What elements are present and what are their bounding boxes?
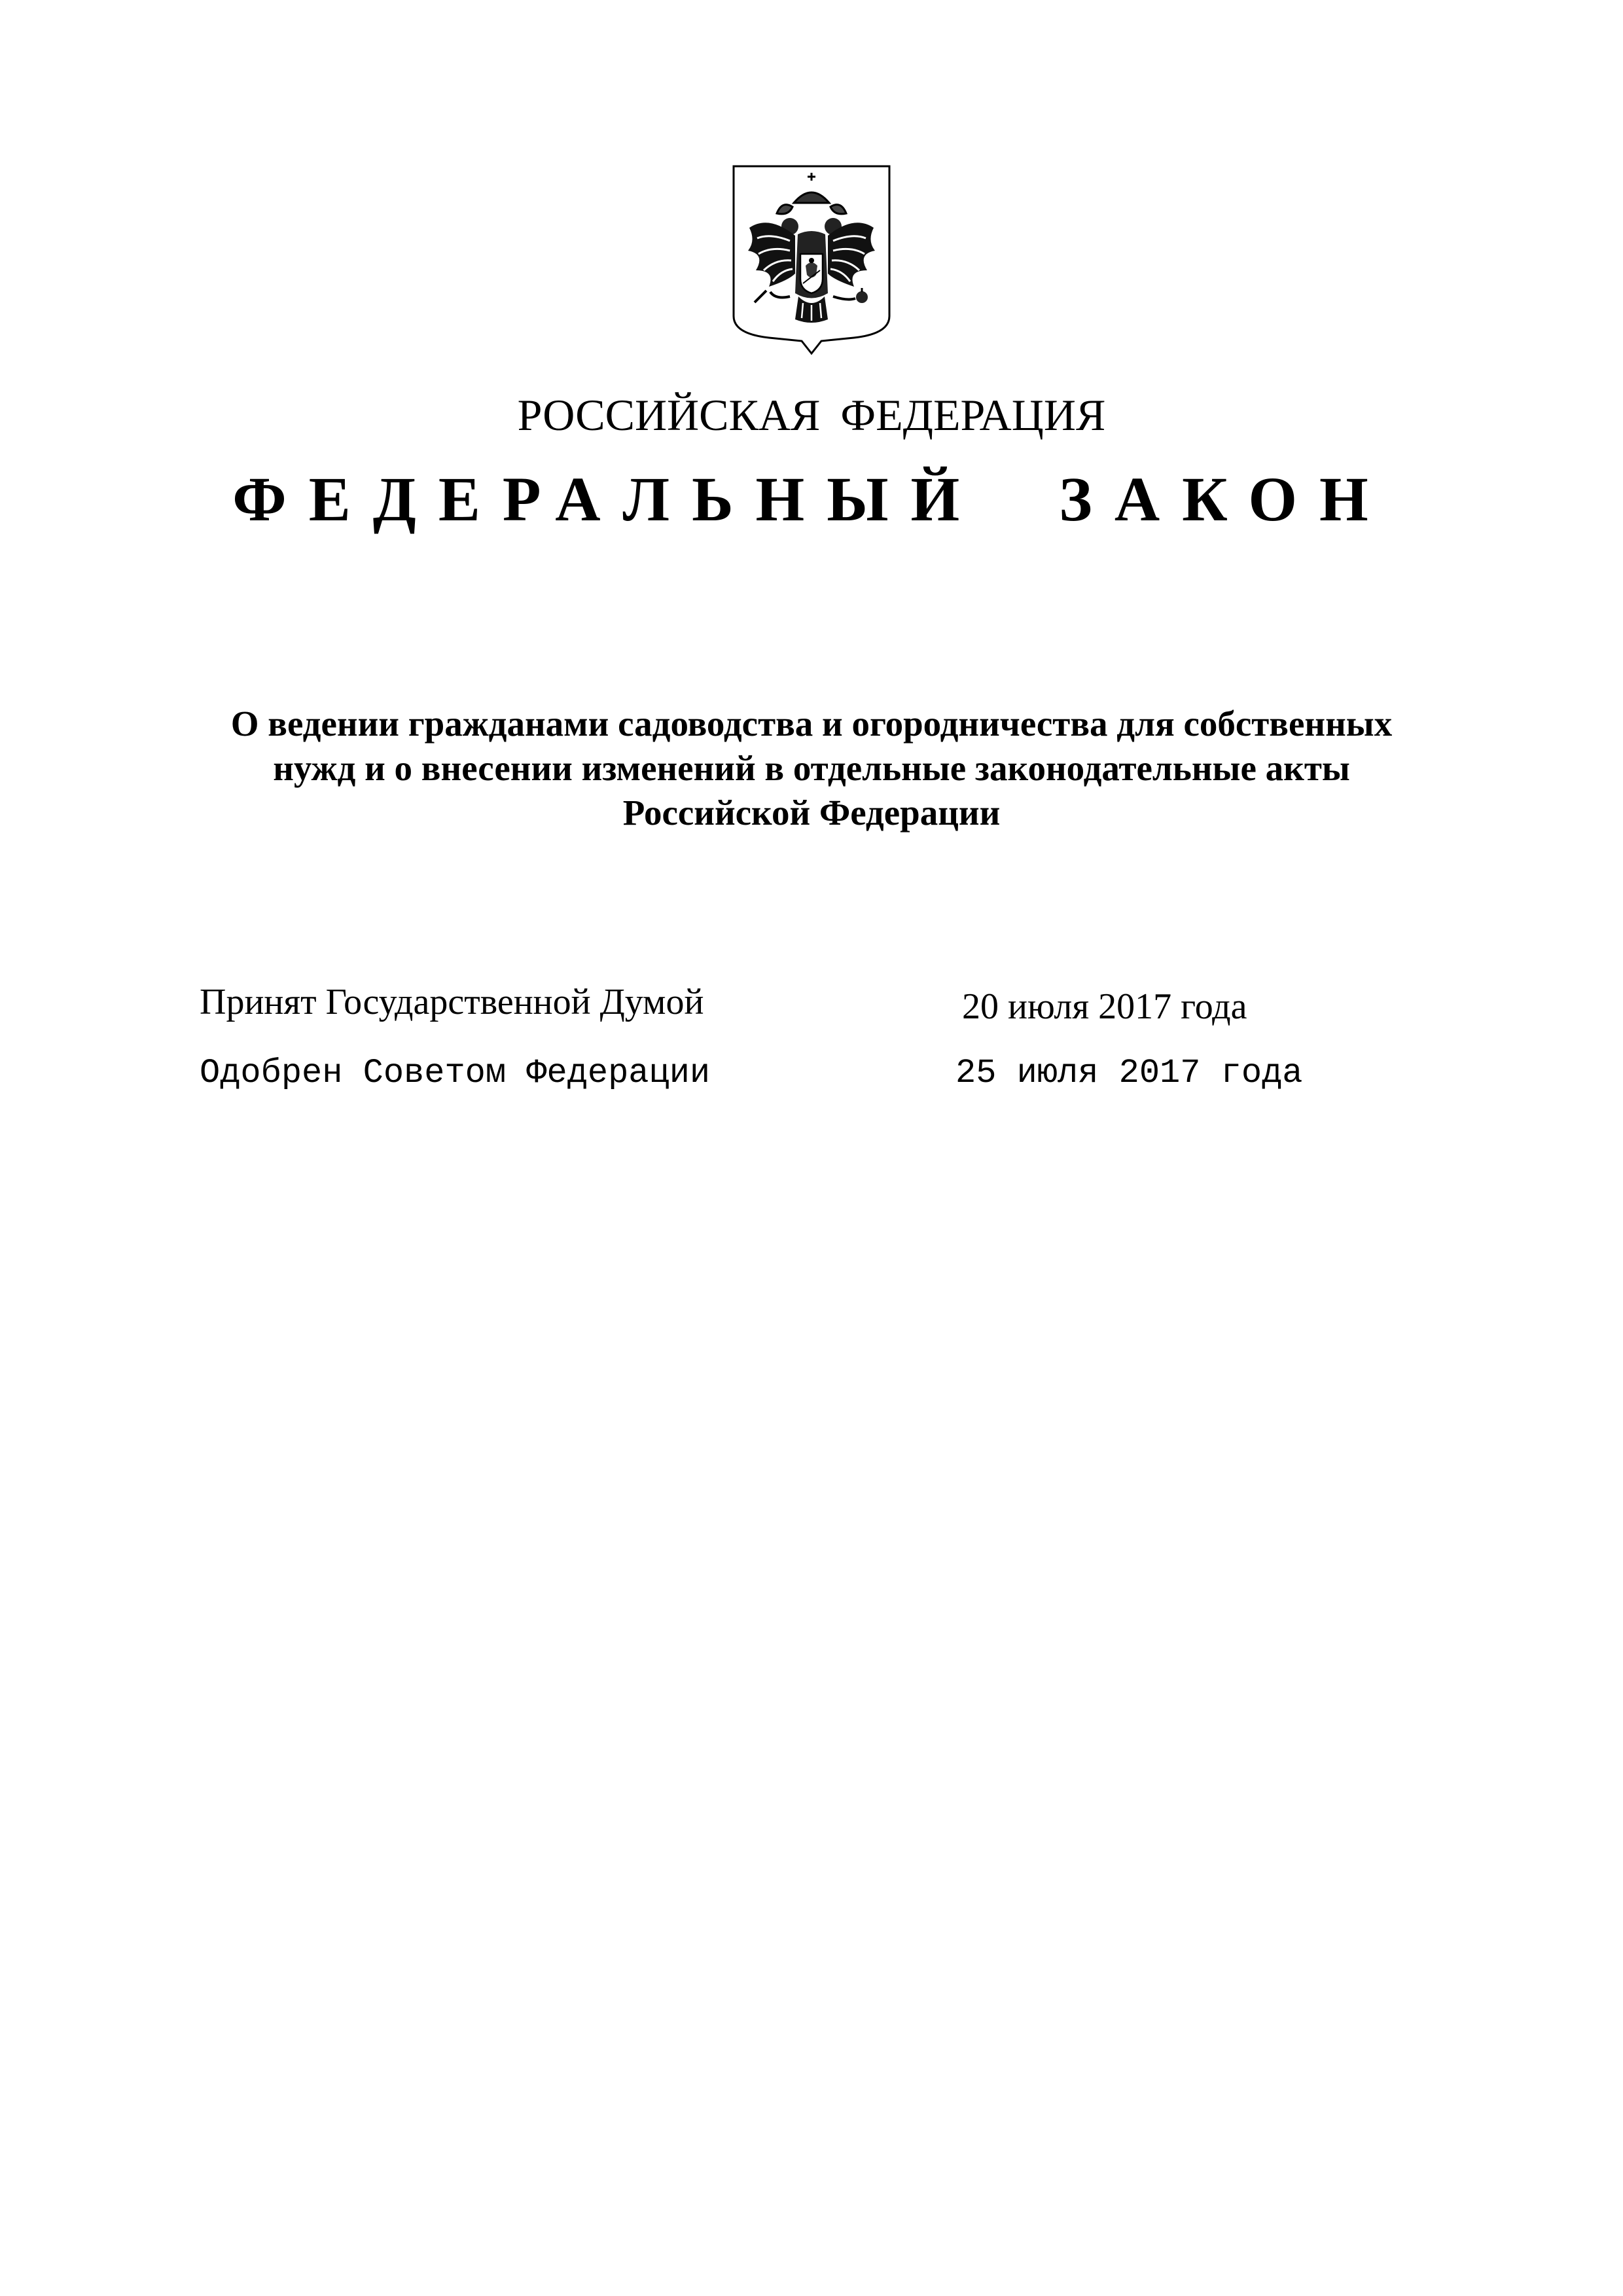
approval-date: 25 июля 2017 года — [955, 1054, 1303, 1092]
law-title-line: нужд и о внесении изменений в отдельные законодательные акты — [273, 748, 1350, 788]
document-type-heading: ФЕДЕРАЛЬНЫЙ ЗАКОН — [232, 464, 1391, 534]
adoption-date: 20 июля 2017 года — [962, 986, 1247, 1027]
country-name: РОССИЙСКАЯ ФЕДЕРАЦИЯ — [517, 390, 1106, 440]
adoption-statement: Принят Государственной Думой — [200, 982, 704, 1022]
coat-of-arms-emblem — [730, 162, 893, 359]
law-title — [151, 702, 1472, 835]
law-title-line: Российской Федерации — [622, 793, 1001, 833]
law-title-line: О ведении гражданами садоводства и огородничества для собственных — [230, 704, 1393, 744]
approval-statement: Одобрен Советом Федерации — [200, 1054, 711, 1092]
